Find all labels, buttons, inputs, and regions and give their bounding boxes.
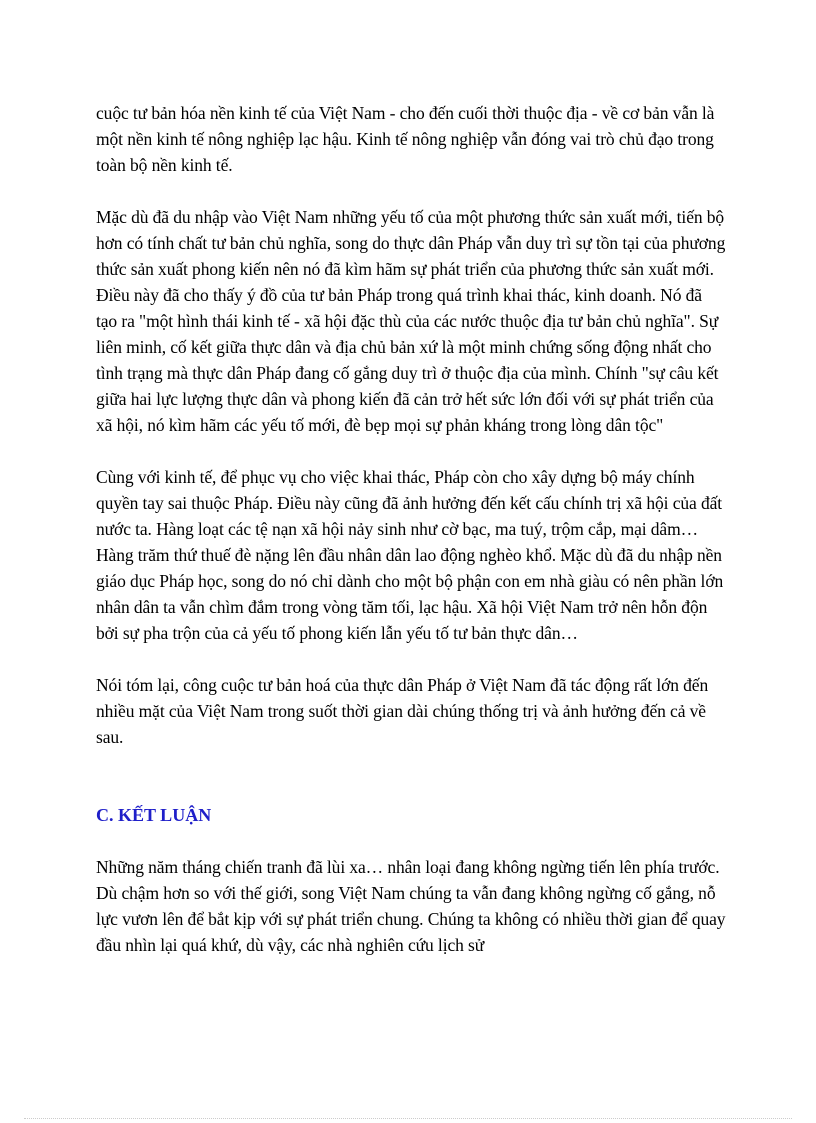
heading-spacer (96, 750, 726, 802)
paragraph-production-mode: Mặc dù đã du nhập vào Việt Nam những yếu tố của một phương thức sản xuất mới, tiến bộ hơn có tính chất tư bản chủ nghĩa, song do thực dân Pháp vẫn duy trì sự tồn tại của phương thức sản xuất phong kiến nên nó đã kìm hãm sự phát triển của phương thức sản xuất mới. Điều này đã cho thấy ý đồ của tư bản Pháp trong quá trình khai thác, kinh doanh. Nó đã tạo ra "một hình thái kinh tế - xã hội đặc thù của các nước thuộc địa tư bản chủ nghĩa". Sự liên minh, cố kết giữa thực dân và địa chủ bản xứ là một minh chứng sống động nhất cho tình trạng mà thực dân Pháp đang cố gắng duy trì ở thuộc địa của mình. Chính "sự câu kết giữa hai lực lượng thực dân và phong kiến đã cản trở hết sức lớn đối với sự phát triển của xã hội, nó kìm hãm các yếu tố mới, đè bẹp mọi sự phản kháng trong lòng dân tộc" (96, 207, 726, 435)
paragraph-spacer (96, 438, 726, 464)
paragraph-economy-summary: cuộc tư bản hóa nền kinh tế của Việt Nam - cho đến cuối thời thuộc địa - về cơ bản vẫn là một nền kinh tế nông nghiệp lạc hậu. Kinh tế nông nghiệp vẫn đóng vai trò chủ đạo trong toàn bộ nền kinh tế. (96, 103, 715, 175)
paragraph-political-society: Cùng với kinh tế, để phục vụ cho việc khai thác, Pháp còn cho xây dựng bộ máy chính quyền tay sai thuộc Pháp. Điều này cũng đã ảnh hưởng đến kết cấu chính trị xã hội của đất nước ta. Hàng loạt các tệ nạn xã hội nảy sinh như cờ bạc, ma tuý, trộm cắp, mại dâm… Hàng trăm thứ thuế đè nặng lên đầu nhân dân lao động nghèo khổ. Mặc dù đã du nhập nền giáo dục Pháp học, song do nó chỉ dành cho một bộ phận con em nhà giàu có nên phần lớn nhân dân ta vẫn chìm đắm trong vòng tăm tối, lạc hậu. Xã hội Việt Nam trở nên hỗn độn bởi sự pha trộn của cả yếu tố phong kiến lẫn yếu tố tư bản thực dân… (96, 467, 724, 643)
paragraph-summary: Nói tóm lại, công cuộc tư bản hoá của thực dân Pháp ở Việt Nam đã tác động rất lớn đến nhiều mặt của Việt Nam trong suốt thời gian dài chúng thống trị và ảnh hưởng đến cả về sau. (96, 675, 709, 747)
page-bottom-divider (24, 1118, 792, 1119)
paragraph-conclusion: Những năm tháng chiến tranh đã lùi xa… nhân loại đang không ngừng tiến lên phía trước. Dù chậm hơn so với thế giới, song Việt Nam chúng ta vẫn đang không ngừng cố gắng, nỗ lực vươn lên để bắt kịp với sự phát triển chung. Chúng ta không có nhiều thời gian để quay đầu nhìn lại quá khứ, dù vậy, các nhà nghiên cứu lịch sử (96, 857, 726, 955)
paragraph-spacer (96, 178, 726, 204)
paragraph-spacer (96, 646, 726, 672)
paragraph-spacer (96, 828, 726, 854)
section-heading-conclusion: C. KẾT LUẬN (96, 805, 212, 825)
document-page (96, 100, 726, 958)
